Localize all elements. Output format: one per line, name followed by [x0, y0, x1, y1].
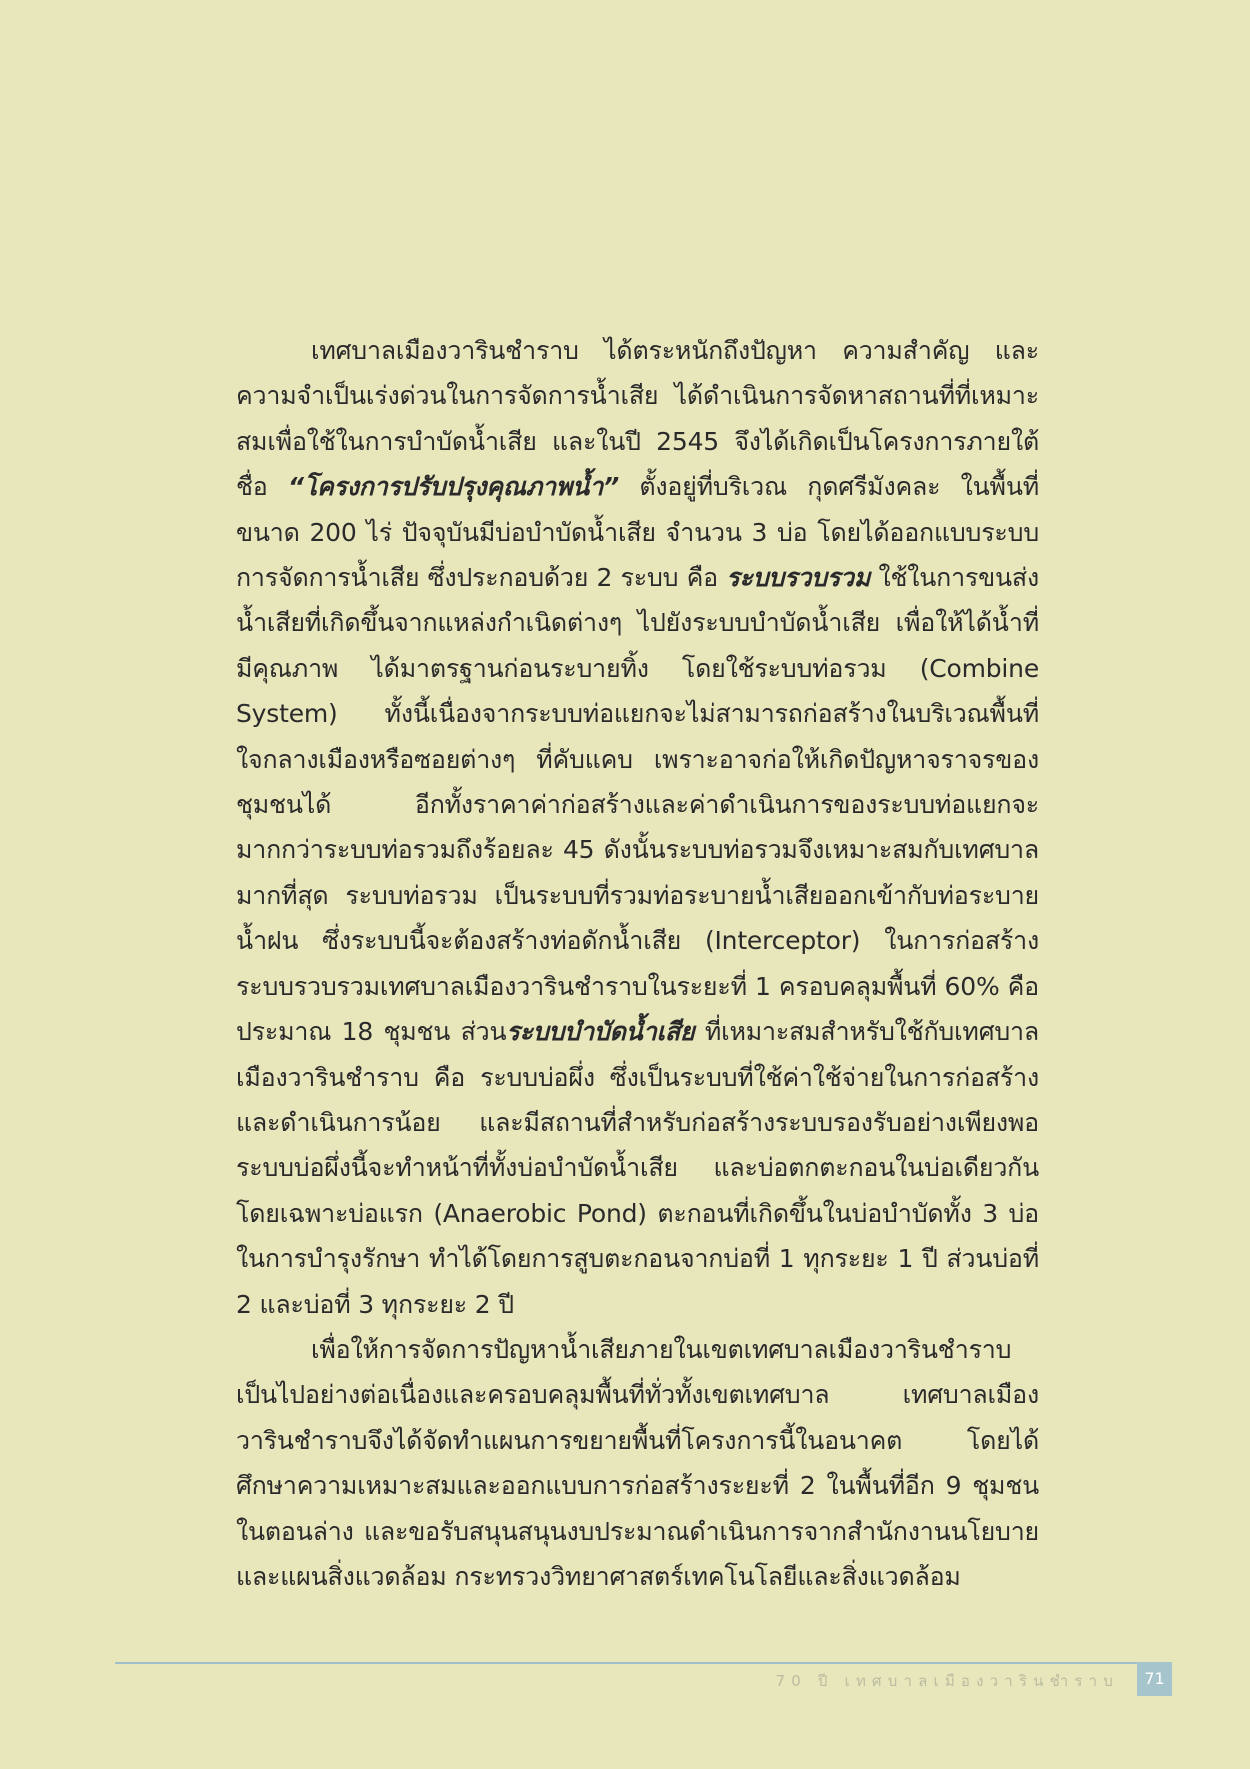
page-number: 71: [1137, 1662, 1172, 1696]
body-text: [236, 328, 1039, 1599]
footer-title: 70 ปี เทศบาลเมืองวารินชำราบ: [775, 1672, 1119, 1690]
paragraph-1: [236, 328, 1039, 1327]
paragraph-1-mid2: ใช้ในการขนส่งน้ำเสียที่เกิดขึ้นจากแหล่งกำเนิดต่างๆ ไปยังระบบบำบัดน้ำเสีย เพื่อให้ได้น้ำที่มีคุณภาพ ได้มาตรฐานก่อนระบายทิ้ง โดยใช้ระบบท่อรวม (Combine System) ทั้งนี้เนื่องจากระบบท่อแยกจะไม่สามารถก่อสร้างในบริเวณพื้นที่ใจกลางเมืองหรือซอยต่างๆ ที่คับแคบ เพราะอาจก่อให้เกิดปัญหาจราจรของชุมชนได้ อีกทั้งราคาค่าก่อสร้างและค่าดำเนินการของระบบท่อแยกจะมากกว่าระบบท่อรวมถึงร้อยละ 45 ดังนั้นระบบท่อรวมจึงเหมาะสมกับเทศบาลมากที่สุด ระบบท่อรวม เป็นระบบที่รวมท่อระบายน้ำเสียออกเข้ากับท่อระบายน้ำฝน ซึ่งระบบนี้จะต้องสร้างท่อดักน้ำเสีย (Interceptor) ในการก่อสร้างระบบรวบรวมเทศบาลเมืองวารินชำราบในระยะที่ 1 ครอบคลุมพื้นที่ 60% คือประมาณ 18 ชุมชน ส่วน: [236, 563, 1039, 1047]
project-name: “โครงการปรับปรุงคุณภาพน้ำ”: [287, 472, 620, 502]
footer-divider: [115, 1662, 1170, 1664]
paragraph-2: เพื่อให้การจัดการปัญหาน้ำเสียภายในเขตเทศบาลเมืองวารินชำราบ เป็นไปอย่างต่อเนื่องและครอบคลุมพื้นที่ทั่วทั้งเขตเทศบาล เทศบาลเมืองวารินชำราบจึงได้จัดทำแผนการขยายพื้นที่โครงการนี้ในอนาคต โดยได้ศึกษาความเหมาะสมและออกแบบการก่อสร้างระยะที่ 2 ในพื้นที่อีก 9 ชุมชนในตอนล่าง และขอรับสนุนสนุนงบประมาณดำเนินการจากสำนักงานนโยบายและแผนสิ่งแวดล้อม กระทรวงวิทยาศาสตร์เทคโนโลยีและสิ่งแวดล้อม: [236, 1334, 1039, 1591]
paragraph-1-intro: เทศบาลเมืองวารินชำราบ ได้ตระหนักถึงปัญหา ความสำคัญ และความจำเป็นเร่งด่วนในการจัดการน้ำเสีย ได้ดำเนินการจัดหาสถานที่ที่เหมาะสมเพื่อใช้ในการบำบัดน้ำเสีย และในปี 2545 จึงได้เกิดเป็นโครงการภายใต้ชื่อ: [236, 336, 1039, 502]
collection-system-term: ระบบรวบรวม: [726, 563, 871, 593]
paragraph-1-mid1: ตั้งอยู่ที่บริเวณ กุดศรีมังคละ ในพื้นที่ขนาด 200 ไร่ ปัจจุบันมีบ่อบำบัดน้ำเสีย จำนวน 3 บ่อ โดยได้ออกแบบระบบการจัดการน้ำเสีย ซึ่งประกอบด้วย 2 ระบบ คือ: [236, 472, 1039, 593]
paragraph-1-end: ที่เหมาะสมสำหรับใช้กับเทศบาลเมืองวารินชำราบ คือ ระบบบ่อผึ่ง ซึ่งเป็นระบบที่ใช้ค่าใช้จ่ายในการก่อสร้างและดำเนินการน้อย และมีสถานที่สำหรับก่อสร้างระบบรองรับอย่างเพียงพอ ระบบบ่อผึ่งนี้จะทำหน้าที่ทั้งบ่อบำบัดน้ำเสีย และบ่อตกตะกอนในบ่อเดียวกัน โดยเฉพาะบ่อแรก (Anaerobic Pond) ตะกอนที่เกิดขึ้นในบ่อบำบัดทั้ง 3 บ่อ ในการบำรุงรักษา ทำได้โดยการสูบตะกอนจากบ่อที่ 1 ทุกระยะ 1 ปี ส่วนบ่อที่ 2 และบ่อที่ 3 ทุกระยะ 2 ปี: [236, 1017, 1039, 1319]
treatment-system-term: ระบบบำบัดน้ำเสีย: [506, 1017, 695, 1047]
